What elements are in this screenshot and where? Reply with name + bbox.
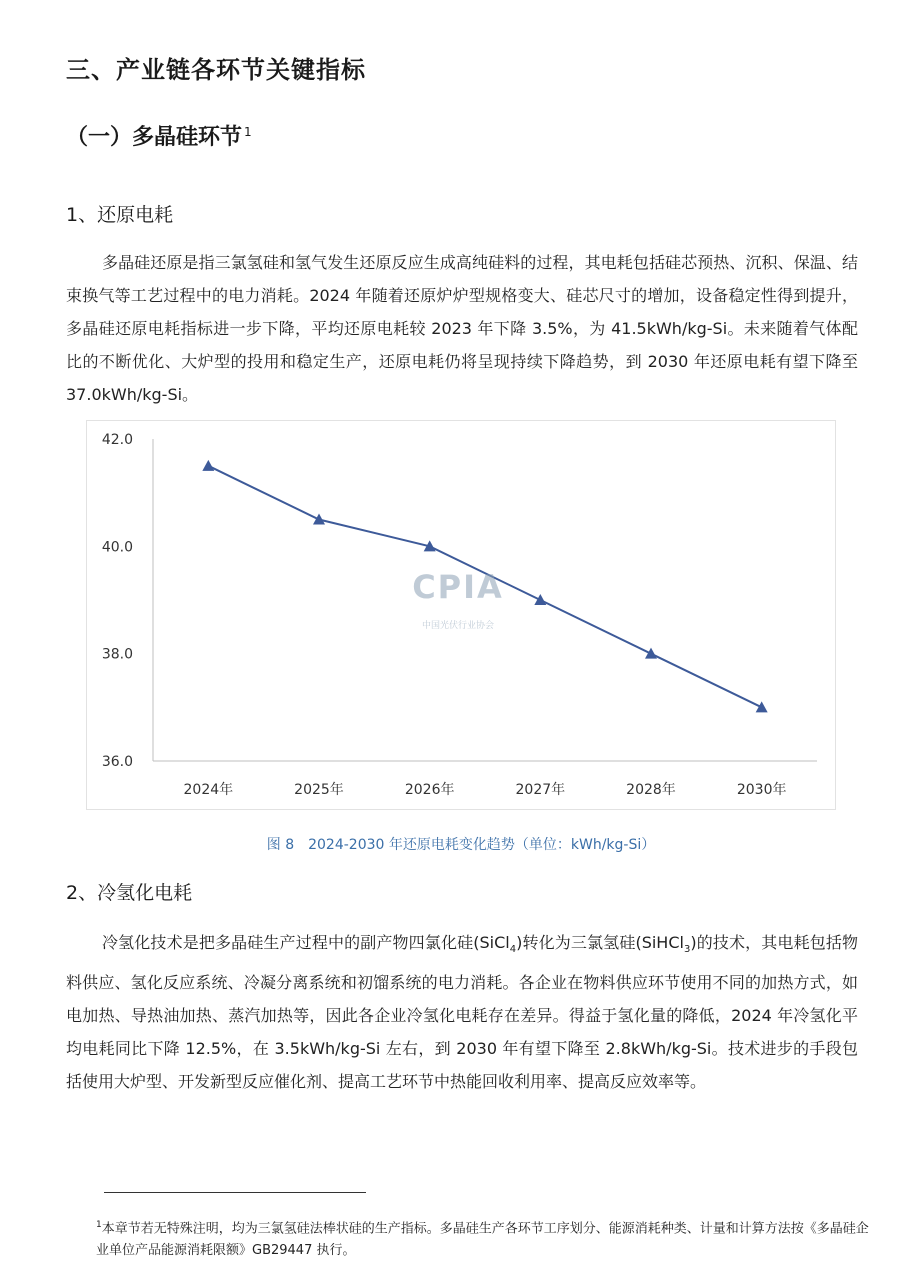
data-point-triangle <box>534 594 546 605</box>
footnote-mark-link[interactable]: 1 <box>244 124 252 139</box>
y-tick-label: 38.0 <box>101 646 133 663</box>
figure-caption <box>0 834 922 854</box>
x-tick-label: 2024年 <box>183 782 234 798</box>
figure-number: 图 8 <box>266 837 295 853</box>
watermark-logo-text: CPIA <box>412 568 504 606</box>
watermark-subtitle: 中国光伏行业协会 <box>421 621 494 631</box>
data-point-triangle <box>756 701 768 712</box>
figure-caption-text: 2024-2030 年还原电耗变化趋势（单位：kWh/kg-Si） <box>308 837 656 853</box>
x-axis <box>153 761 817 798</box>
footnote-text: 本章节若无特殊注明，均为三氯氢硅法棒状硅的生产指标。多晶硅生产各环节工序划分、能源消耗种类、计量和计算方法按《多晶硅企业单位产品能源消耗限额》GB29447 执行。 <box>96 1221 869 1259</box>
cpia-watermark <box>388 568 528 636</box>
section-title: 三、产业链各环节关键指标 <box>66 56 366 84</box>
footnote-number: 1 <box>96 1220 102 1230</box>
subscript-3: 3 <box>683 944 691 956</box>
x-tick-label: 2027年 <box>515 782 566 798</box>
heading-reduction-power: 1、还原电耗 <box>66 204 174 226</box>
para-text-part: )转化为三氯氢硅(SiHCl <box>516 933 684 952</box>
footnote-divider <box>104 1192 366 1193</box>
y-tick-label: 36.0 <box>101 754 133 770</box>
para-text-part: 冷氢化技术是把多晶硅生产过程中的副产物四氯化硅(SiCl <box>102 933 510 952</box>
y-tick-label: 40.0 <box>101 539 133 556</box>
data-point-triangle <box>202 460 214 471</box>
data-point-triangle <box>645 648 657 659</box>
x-tick-label: 2030年 <box>736 782 787 798</box>
heading-cold-hydrogenation: 2、冷氢化电耗 <box>66 882 193 904</box>
x-tick-label: 2025年 <box>294 782 344 798</box>
paragraph-reduction-power: 多晶硅还原是指三氯氢硅和氢气发生还原反应生成高纯硅料的过程，其电耗包括硅芯预热、沉积、保温、结束换气等工艺过程中的电力消耗。2024 年随着还原炉炉型规格变大、硅芯尺寸的增加，设备稳定性得到提升，多晶硅还原电耗指标进一步下降，平均还原电耗较 2023 年下降 3.5%，为 41.5kWh/kg-Si。未来随着气体配比的不断优化、大炉型的投用和稳定生产，还原电耗仍将呈现持续下降趋势，到 2030 年还原电耗有望下降至 37.0kWh/kg-Si。 <box>66 253 858 404</box>
data-point-triangle <box>313 514 325 525</box>
para-text-part: )的技术，其电耗包括物料供应、氢化反应系统、冷凝分离系统和初馏系统的电力消耗。各企业在物料供应环节使用不同的加热方式，如电加热、导热油加热、蒸汽加热等，因此各企业冷氢化电耗存在差异。得益于氢化量的降低，2024 年冷氢化平均电耗同比下降 12.5%，在 3.5kWh/kg-Si 左右，到 2030 年有望下降至 2.8kWh/kg-Si。技术进步的手段包括使用大炉型、开发新型反应催化剂、提高工艺环节中热能回收利用率、提高反应效率等。 <box>66 933 858 1092</box>
y-axis <box>102 432 153 770</box>
subsection-title-text: （一）多晶硅环节 <box>66 125 243 150</box>
subscript-4: 4 <box>509 944 517 956</box>
paragraph-cold-hydrogenation <box>66 926 858 1098</box>
x-tick-label: 2026年 <box>404 782 455 798</box>
footnote <box>96 1214 872 1262</box>
subsection-title <box>66 120 252 151</box>
x-tick-label: 2028年 <box>626 782 676 798</box>
y-tick-label: 42.0 <box>101 432 133 448</box>
